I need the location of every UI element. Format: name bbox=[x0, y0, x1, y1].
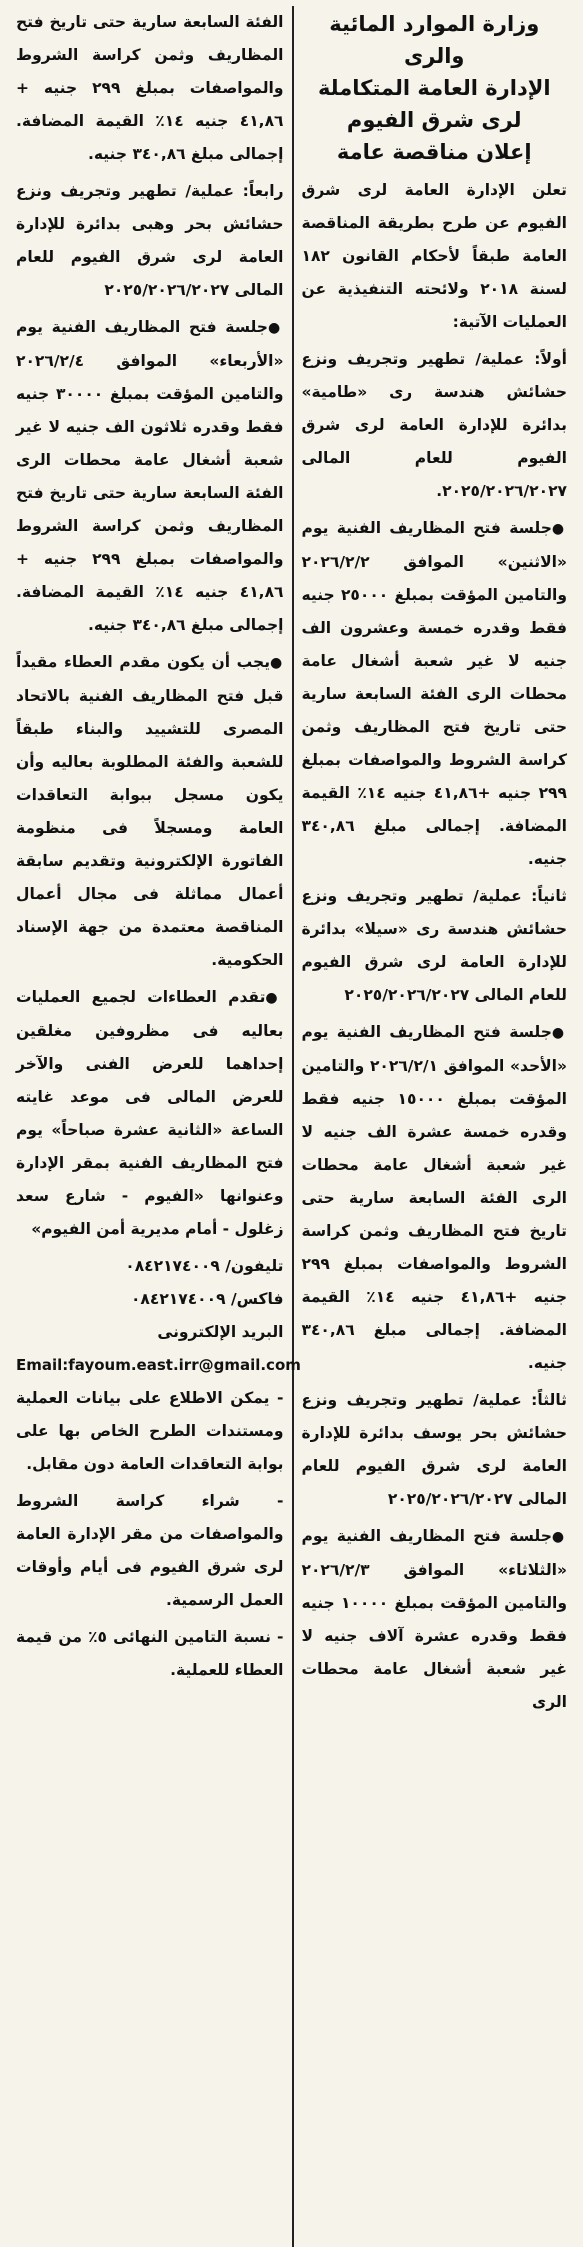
operation-3-continued: الفئة السابعة سارية حتى تاريخ فتح المظاريف وثمن كراسة الشروط والمواصفات بمبلغ ٢٩٩ جنيه + ٤١,٨٦ جنيه ١٤٪ القيمة المضافة. إجمالى مبلغ ٣٤٠,٨٦ جنيه. bbox=[16, 13, 284, 163]
ad-title bbox=[302, 8, 568, 168]
operation-1-session: ● جلسة فتح المظاريف الفنية يوم «الاثنين» الموافق ٢٠٢٦/٢/٢ والتامين المؤقت بمبلغ ٢٥٠٠٠ جنيه فقط وقدره خمسة وعشرون الف جنيه لا غير شعبة أشغال عامة محطات الرى الفئة السابعة سارية حتى تاريخ فتح المظاريف وثمن كراسة الشروط والمواصفات بمبلغ ٢٩٩ جنيه +٤١,٨٦ جنيه ١٤٪ القيمة المضافة. إجمالى مبلغ ٣٤٠,٨٦ جنيه. bbox=[302, 512, 568, 876]
phone-number: تليفون/ ٠٨٤٢١٧٤٠٠٩ bbox=[125, 1257, 284, 1275]
operation-3-session: ● جلسة فتح المظاريف الفنية يوم «الثلاثاء» الموافق ٢٠٢٦/٢/٣ والتامين المؤقت بمبلغ ١٠٠٠٠ جنيه فقط وقدره عشرة آلاف جنيه لا غير شعبة أشغال عامة محطات الرى bbox=[302, 1520, 568, 1719]
submission-condition: ● تقدم العطاءات لجميع العمليات بعاليه فى مظروفين مغلقين إحداهما للعرض الفنى والآخر للعرض المالى فى موعد غايته الساعة «الثانية عشرة صباحاً» يوم فتح المظاريف الفنية بمقر الإدارة وعنوانها «الفيوم - شارع سعد زغلول - أمام مديرية أمن الفيوم» bbox=[16, 981, 284, 1246]
eligibility-condition: ● يجب أن يكون مقدم العطاء مقيداً قبل فتح المظاريف الفنية بالاتحاد المصرى للتشييد والبناء طبقاً للشعبة والفئة المطلوبة بعاليه وأن يكون مسجل ببوابة التعاقدات العامة ومسجلاً فى منظومة الفاتورة الإلكترونية وتقديم سابقة أعمال مماثلة فى مجال أعمال المناقصة معتمدة من جهة الإسناد الحكومية. bbox=[16, 646, 284, 977]
email-address: Email:fayoum.east.irr@gmail.com bbox=[16, 1356, 301, 1374]
operation-2-session: ● جلسة فتح المظاريف الفنية يوم «الأحد» الموافق ٢٠٢٦/٢/١ والتامين المؤقت بمبلغ ١٥٠٠٠ جنيه فقط وقدره خمسة عشرة الف جنيه لا غير شعبة أشغال عامة محطات الرى الفئة السابعة سارية حتى تاريخ فتح المظاريف وثمن كراسة الشروط والمواصفات بمبلغ ٢٩٩ جنيه +٤١,٨٦ جنيه ١٤٪ القيمة المضافة. إجمالى مبلغ ٣٤٠,٨٦ جنيه. bbox=[302, 1016, 568, 1380]
email-label: البريد الإلكترونى bbox=[157, 1323, 284, 1341]
operation-4: رابعاً: عملية/ تطهير وتجريف ونزع حشائش بحر وهبى بدائرة للإدارة العامة لرى شرق الفيوم للعام المالى ٢٠٢٥/٢٠٢٦/٢٠٢٧ bbox=[16, 182, 284, 299]
note-purchase: - شراء كراسة الشروط والمواصفات من مقر الإدارة العامة لرى شرق الفيوم فى أيام وأوقات العمل الرسمية. bbox=[16, 1485, 284, 1617]
operation-2: ثانياً: عملية/ تطهير وتجريف ونزع حشائش هندسة رى «سيلا» بدائرة للإدارة العامة لرى شرق الفيوم للعام المالى ٢٠٢٥/٢٠٢٦/٢٠٢٧ bbox=[301, 887, 567, 1004]
left-column bbox=[8, 6, 301, 2247]
operation-3: ثالثاً: عملية/ تطهير وتجريف ونزع حشائش بحر يوسف بدائرة للإدارة العامة لرى شرق الفيوم للعام المالى ٢٠٢٥/٢٠٢٦/٢٠٢٧ bbox=[301, 1391, 567, 1508]
right-column bbox=[292, 6, 576, 2247]
title-line-directorate: الإدارة العامة المتكاملة bbox=[317, 76, 551, 100]
note-documents: - يمكن الاطلاع على بيانات العملية ومستندات الطرح الخاص بها على بوابة التعاقدات العامة دون مقابل. bbox=[16, 1382, 284, 1481]
operation-4-session: ● جلسة فتح المظاريف الفنية يوم «الأربعاء» الموافق ٢٠٢٦/٢/٤ والتامين المؤقت بمبلغ ٣٠٠٠٠ جنيه فقط وقدره ثلاثون الف جنيه لا غير شعبة أشغال عامة محطات الرى الفئة السابعة سارية حتى تاريخ فتح المظاريف وثمن كراسة الشروط والمواصفات بمبلغ ٢٩٩ جنيه + ٤١,٨٦ جنيه ١٤٪ القيمة المضافة. إجمالى مبلغ ٣٤٠,٨٦ جنيه. bbox=[16, 311, 284, 642]
intro-paragraph: تعلن الإدارة العامة لرى شرق الفيوم عن طرح بطريقة المناقصة العامة طبقاً لأحكام القانون ١٨٢ لسنة ٢٠١٨ ولائحته التنفيذية عن العمليات الآتية: bbox=[301, 181, 567, 331]
title-line-region: لرى شرق الفيوم bbox=[346, 108, 522, 132]
operation-1: أولاً: عملية/ تطهير وتجريف ونزع حشائش هندسة رى «طامية» بدائرة للإدارة العامة لرى شرق الفيوم للعام المالى ٢٠٢٥/٢٠٢٦/٢٠٢٧. bbox=[301, 350, 567, 500]
note-final-insurance: - نسبة التامين النهائى ٥٪ من قيمة العطاء للعملية. bbox=[16, 1621, 284, 1687]
title-line-ministry: وزارة الموارد المائية والرى bbox=[329, 12, 540, 68]
fax-number: فاكس/ ٠٨٤٢١٧٤٠٠٩ bbox=[130, 1290, 284, 1308]
title-line-announcement: إعلان مناقصة عامة bbox=[336, 140, 532, 164]
